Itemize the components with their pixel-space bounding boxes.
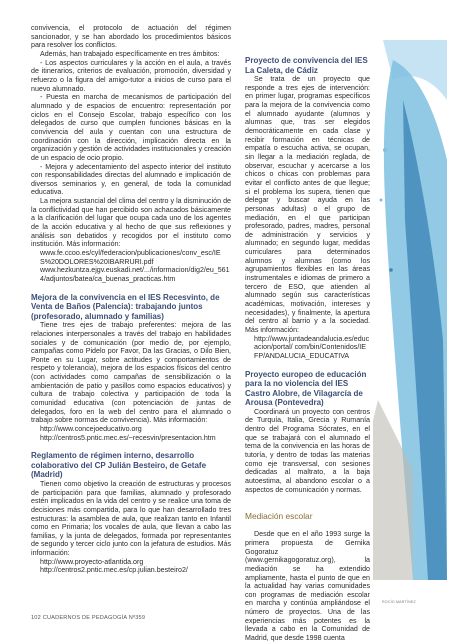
issue-number: Nº359 bbox=[128, 615, 146, 621]
section-heading: Proyecto europeo de educación para la no violencia del IES Castro Alobre, de Vilagarcía de Arousa (Pontevedra) bbox=[245, 369, 367, 408]
section-body: Tiene tres ejes de trabajo preferentes: mejora de las relaciones interpersonales a través del trabajo en habilidades sociales y de comunicación (por medio de, por ejemplo, campañas como Pidelo por Favor, Da las Gracias, o Dilo Bien, Ponte en su Lugar, sobre actitudes y comportamientos de respeto y tolerancia), mejora de los espacios físicos del centro (con actividades como campañas de sensibilización o la ambientación de patio y pasillos como espacios educativos) y cultura de trabajo colectiva y participación de toda la comunidad educativa (con potenciación de juntas de delegados, foro en la web del centro para el alumnado o trabajo sobre normas de convivencia). Más información: bbox=[31, 321, 231, 425]
section-body: Tienen como objetivo la creación de estructuras y procesos de participación para que familias, alumnado y profesorado estén implicados en la vida del centro y se realice una toma de decisiones más compartida, para lo que han desarrollado tres estructuras: la asamblea de aula, que realizan tanto en Infantil como en Primaria; los vocales de aula, que llevan a cabo las familias, y la junta de delegados, formada por representantes de segundo y tercer ciclo junto con la jefatura de estudios. Más información: bbox=[31, 479, 231, 558]
page-footer bbox=[31, 615, 145, 621]
reference-link[interactable]: http://centros2.pntic.mec.es/cp.julian.besteiro2/ bbox=[40, 566, 188, 575]
page-number: 102 bbox=[31, 615, 41, 621]
section-heading: Proyecto de convivencia del IES La Caleta, de Cádiz bbox=[245, 56, 368, 75]
section-heading: Mejora de la convivencia en el IES Recesvinto, de Venta de Baños (Palencia): trabajando juntos (profesorado, alumnado y familias) bbox=[31, 292, 220, 321]
left-column bbox=[31, 24, 231, 575]
intro-paragraph: convivencia, el protocolo de actuación del régimen sancionador, y se han abordado los procedimientos básicos para resolver los conflictos. bbox=[31, 24, 231, 50]
intro-paragraph: La mejora sustancial del clima del centro y la disminución de la conflictividad que han percibido son achacados básicamente a la clarificación del lugar que ocupa cada uno de los agentes de la acción educativa y al hecho de que sus reflexiones y análisis son debatidos y recogidos por el instituto como institución. Más información: bbox=[31, 197, 231, 249]
section-body: Se trata de un proyecto que responde a tres ejes de intervención: en primer lugar, programas específicos para la mejora de la convivencia como el alumnado ayudante (alumnos y alumnas que, tras ser elegidos democráticamente en cada clase y recibir formación en técnicas de empatía o escucha activa, se ocupan, sin llegar a la mediación reglada, de observar, escuchar y acercarse a los chicos o chicas con problemas para evitar el conflicto antes de que llegue; si el problema los supera, tienen que delegar y buscar ayuda en las personas adultas) o el grupo de mediación, en el que participan profesorado, padres, madres, personal de administración y servicios y alumnado; en segundo lugar, medidas curriculares para determinados alumnos y alumnas (como los agrupamientos flexibles en las áreas instrumentales e idiomas de primero a tercero de ESO, que atienden al alumnado según sus características académicas, motivación, intereses y necesidades), y finalmente, la apertura del centro al barrio y a la sociedad. Más información: bbox=[245, 75, 370, 335]
intro-paragraph: Además, han trabajado específicamente en tres ámbitos: bbox=[40, 49, 220, 58]
publication-name: CUADERNOS DE PEDAGOGÍA bbox=[42, 615, 127, 621]
reference-link[interactable]: www.fe.ccoo.es/cyl/federacion/publicaciones/conv_esc/IES%20DOLORES%20IBARRURI.pdf bbox=[40, 249, 221, 266]
intro-paragraph: - Puesta en marcha de mecanismos de participación del alumnado y de espacios de encuentro: representación por ciclos en el Consejo Escolar, trabajo específico con los delegados de curso que cumplen funciones básicas en la convivencia del aula y cuentan con una estructura de coordinación con la dirección, implicación directa en la organización y gestión de actividades institucionales y creación de un espacio de ocio propio. bbox=[31, 93, 231, 162]
section-heading: Reglamento de régimen interno, desarrollo colaborativo del CP Julián Besteiro, de Getafe (Madrid) bbox=[31, 451, 207, 480]
reference-link[interactable]: www.hezkuntza.ejgv.euskadi.net/.../informacion/dig2/eu_5614/adjuntos/batea/ca_buenas_practicas.htm bbox=[40, 266, 230, 284]
section-body: Coordinará un proyecto con centros de Turquía, Italia, Grecia y Rumanía dentro del Programa Sócrates, en el que se trabajará con el alumnado el tema de la convivencia en las horas de tutoría, y dentro de todas las materias como eje transversal, con sesiones dedicadas al maltrato, a la baja autoestima, al abandono escolar o a aspectos de comunicación y normas. bbox=[245, 407, 370, 494]
section-body: Desde que en el año 1993 surge la primera propuesta de Gernika Gogoratuz (www.gernikagogoratuz.org), la mediación se ha extendido ampliamente, hasta el punto de que en la actualidad hay varias comunidades con programas de mediación escolar en marcha y continúa ampliándose el número de proyectos. Una de las experiencias más potentes es la llevada a cabo en la Comunidad de Madrid, que desde 1998 cuenta bbox=[245, 530, 370, 643]
section-heading: Mediación escolar bbox=[245, 511, 313, 522]
intro-paragraph: - Los aspectos curriculares y la acción en el aula, a través de itinerarios, criterios de evaluación, promoción, diversidad y refuerzo o la figura del amigo-tutor a inicios de curso para el nuevo alumnado. bbox=[31, 58, 231, 93]
reference-link[interactable]: http://www.concejoeducativo.org bbox=[40, 425, 142, 434]
right-column bbox=[245, 56, 370, 643]
water-splash-illustration bbox=[373, 40, 447, 580]
reference-link[interactable]: http://centros5.pntic.mec.es/~recesvin/presentacion.htm bbox=[40, 433, 216, 442]
reference-link[interactable]: http://www.juntadeandalucia.es/educacion/portal/ com/bin/Contenidos/IEFP/ANDALUCIA_EDUCATIVA bbox=[254, 334, 370, 360]
reference-link[interactable]: http://www.proyecto-atlantida.org bbox=[40, 557, 144, 566]
illustration-credit: ROCÍO MARTÍNEZ bbox=[382, 600, 416, 604]
intro-paragraph: - Mejora y adecentamiento del aspecto interior del instituto con responsabilidades directas del alumnado e implicación de diversos seminarios y, en general, de toda la comunidad educativa. bbox=[31, 162, 231, 197]
